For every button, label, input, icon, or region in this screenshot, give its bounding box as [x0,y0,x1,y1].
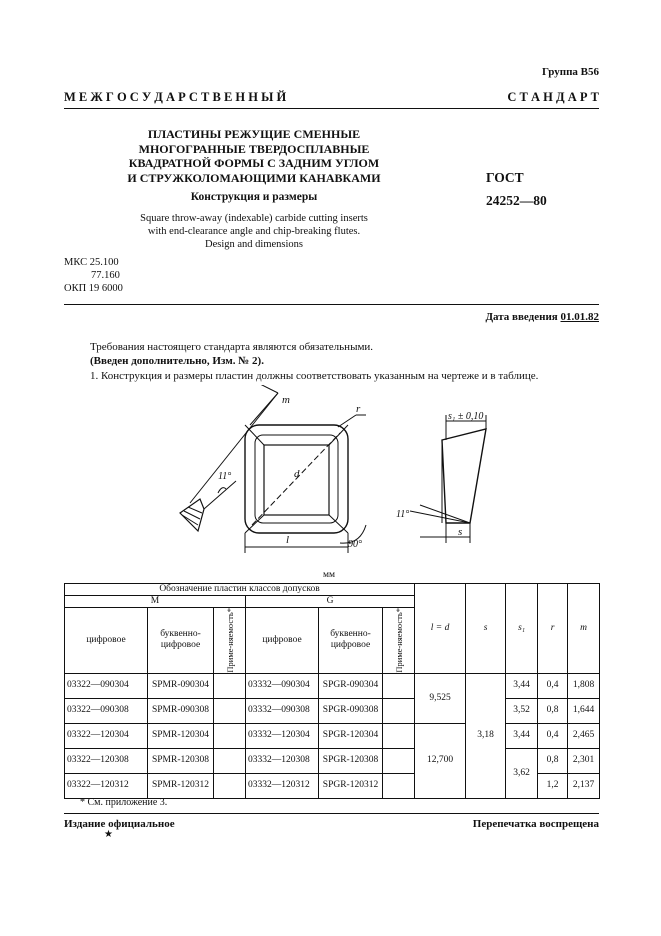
paragraph-amendment: (Введен дополнительно, Изм. № 2). [90,355,264,367]
col-header-m-digital: цифровое [65,608,148,674]
cell-g-application [383,723,415,748]
cell-m-alpha: SPMR-090304 [148,673,214,698]
cell-g-digital: 03332—090308 [246,698,319,723]
insert-inner-face [264,445,329,515]
cell-r: 0,4 [538,723,568,748]
cell-g-application [383,698,415,723]
cell-r: 0,4 [538,673,568,698]
col-header-m-application [214,608,246,674]
paragraph-mandatory: Требования настоящего стандарта являются обязательными. [90,341,374,353]
cell-r: 0,8 [538,748,568,773]
col-header-class-g: G [246,596,415,608]
label-l: l [286,534,290,546]
dimensions-table [64,583,600,799]
cell-g-digital: 03332—120308 [246,748,319,773]
banner-word-interstate: М Е Ж Г О С У Д А Р С Т В Е Н Н Ы Й [64,90,287,104]
english-title-line: Square throw-away (indexable) carbide cutting inserts [140,213,368,224]
angle-line [410,511,470,523]
label-m: m [282,394,290,406]
cell-m-alpha: SPMR-090308 [148,698,214,723]
gost-label: ГОСТ [486,170,524,185]
cell-g-application [383,673,415,698]
header-rule [64,108,599,109]
cell-g-alpha: SPGR-120308 [319,748,383,773]
cell-g-digital: 03332—120304 [246,723,319,748]
cell-m-value: 2,301 [568,748,600,773]
footnote: * См. приложение 3. [80,797,168,808]
okp-code: ОКП 19 6000 [64,283,123,294]
cell-m-digital: 03322—090304 [65,673,148,698]
application-label: Приме-няемость* [393,608,404,673]
table-row [65,698,600,723]
section-rule [64,304,599,305]
cell-g-alpha: SPGR-120312 [319,773,383,798]
hatch-line [188,507,202,513]
cell-m-value: 1,808 [568,673,600,698]
title-line: МНОГОГРАННЫЕ ТВЕРДОСПЛАВНЫЕ [138,141,370,156]
cell-m-digital: 03322—090308 [65,698,148,723]
gost-number: 24252—80 [486,193,547,208]
cell-s1: 3,62 [506,748,538,798]
label-d: d [294,468,300,480]
title-line: ПЛАСТИНЫ РЕЖУЩИЕ СМЕННЫЕ [147,127,361,141]
cell-s1: 3,52 [506,698,538,723]
col-header-m: m [568,584,600,674]
effective-date-value: 01.01.82 [560,311,599,323]
paragraph-clause-1: 1. Конструкция и размеры пластин должны соответствовать указанным на чертеже и в таблице. [90,370,539,382]
mks-code: 77.160 [91,270,120,281]
col-header-s: s [466,584,506,674]
col-header-g-alpha: буквенно-цифровое [319,608,383,674]
english-title-line: with end-clearance angle and chip-breaking flutes. [147,226,361,237]
dimension-line [190,393,278,503]
leader-line [338,415,356,427]
cell-g-application [383,773,415,798]
table-row [65,748,600,773]
label-r: r [356,403,361,415]
col-header-g-digital: цифровое [246,608,319,674]
document-subtitle: Конструкция и размеры [190,191,318,203]
english-title-line: Design and dimensions [205,239,303,250]
cell-r: 1,2 [538,773,568,798]
insert-drawing [170,385,610,570]
mks-code: МКС 25.100 [64,257,119,268]
cell-m-alpha: SPMR-120308 [148,748,214,773]
title-line: И СТРУЖКОЛОМАЮЩИМИ КАНАВКАМИ [127,170,381,185]
cell-m-value: 2,137 [568,773,600,798]
reprint-prohibited: Перепечатка воспрещена [472,818,599,830]
cell-m-application [214,773,246,798]
application-label: Приме-няемость* [224,608,235,673]
side-view-profile [442,429,486,523]
dimension-line [258,385,278,393]
table-row [65,723,600,748]
angle-line [204,481,236,509]
label-s1-tolerance: s₁ ± 0,10 [448,411,484,422]
cell-g-alpha: SPGR-090308 [319,698,383,723]
cell-g-alpha: SPGR-090304 [319,673,383,698]
group-code: Группа В56 [541,66,599,78]
diagonal-line [329,515,348,533]
cell-s1: 3,44 [506,723,538,748]
cell-m-application [214,748,246,773]
table-header-group: Обозначение пластин классов допусков [65,584,415,596]
banner-word-standard: С Т А Н Д А Р Т [507,90,599,104]
col-header-s1: s₁ [506,584,538,674]
diagonal-line [245,515,264,533]
cell-s1: 3,44 [506,673,538,698]
cell-r: 0,8 [538,698,568,723]
effective-date-label: Дата введения [485,311,558,323]
cell-m-digital: 03322—120312 [65,773,148,798]
classification-codes [64,256,123,295]
title-line: КВАДРАТНОЙ ФОРМЫ С ЗАДНИМ УГЛОМ [128,156,380,170]
label-s: s [458,526,463,538]
col-header-m-alpha: буквенно-цифровое [148,608,214,674]
cell-m-digital: 03322—120304 [65,723,148,748]
document-title [106,127,402,185]
col-header-r: r [538,584,568,674]
col-header-class-m: M [65,596,246,608]
cell-m-value: 1,644 [568,698,600,723]
cell-ld: 9,525 [415,673,466,723]
gost-designation [486,166,547,212]
footer-rule [64,813,599,814]
cell-m-digital: 03322—120308 [65,748,148,773]
col-header-g-application [383,608,415,674]
cell-m-application [214,673,246,698]
unit-label: мм [323,570,336,580]
label-angle-90: 90° [348,539,362,550]
cell-g-alpha: SPGR-120304 [319,723,383,748]
star-mark: ★ [104,829,113,840]
cell-ld: 12,700 [415,723,466,798]
cell-g-digital: 03332—090304 [246,673,319,698]
cell-m-application [214,698,246,723]
effective-date [485,311,599,323]
cell-m-value: 2,465 [568,723,600,748]
table-row [65,673,600,698]
standard-banner [64,90,599,105]
english-title [106,212,402,251]
cell-g-application [383,748,415,773]
label-angle-11: 11° [218,471,232,482]
cell-s: 3,18 [466,673,506,798]
official-edition: Издание официальное [64,818,175,830]
cell-m-alpha: SPMR-120312 [148,773,214,798]
cell-m-application [214,723,246,748]
label-side-angle-11: 11° [396,509,410,520]
col-header-ld: l = d [415,584,466,674]
cell-g-digital: 03332—120312 [246,773,319,798]
cell-m-alpha: SPMR-120304 [148,723,214,748]
